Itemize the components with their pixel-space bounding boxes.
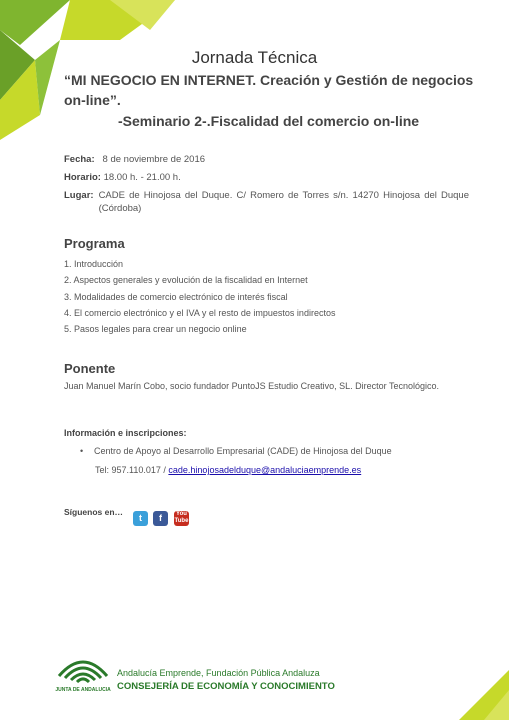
siguenos-label: Síguenos en… xyxy=(64,507,124,517)
horario-row xyxy=(64,171,181,184)
lugar-value: CADE de Hinojosa del Duque. C/ Romero de Torres s/n. 14270 Hinojosa del Duque (Córdoba) xyxy=(98,190,469,214)
seminar-title: -Seminario 2-.Fiscalidad del comercio on-line xyxy=(118,113,420,129)
email-link[interactable]: cade.hinojosadelduque@andaluciaemprende.es xyxy=(168,465,362,475)
fecha-row xyxy=(64,153,205,166)
footer-organization: Andalucía Emprende, Fundación Pública Andaluza xyxy=(117,668,320,678)
list-item: 5. Pasos legales para crear un negocio online xyxy=(64,324,247,335)
horario-value: 18.00 h. - 21.00 h. xyxy=(103,172,181,183)
bullet-icon: • xyxy=(80,446,84,456)
svg-text:JUNTA DE ANDALUCIA: JUNTA DE ANDALUCIA xyxy=(55,687,111,693)
horario-label: Horario: xyxy=(64,172,101,183)
inscripciones-bullet xyxy=(80,446,392,456)
lugar-label: Lugar: xyxy=(64,190,94,201)
ponente-heading: Ponente xyxy=(64,361,116,376)
footer-consejeria: CONSEJERÍA DE ECONOMÍA Y CONOCIMIENTO xyxy=(117,681,335,692)
fecha-value: 8 de noviembre de 2016 xyxy=(102,154,206,165)
cade-name: Centro de Apoyo al Desarrollo Empresarial (CADE) de Hinojosa del Duque xyxy=(94,446,392,456)
list-item: 4. El comercio electrónico y el IVA y el resto de impuestos indirectos xyxy=(64,307,336,318)
inscripciones-heading: Información e inscripciones: xyxy=(64,428,187,438)
document-title: Jornada Técnica xyxy=(191,48,318,67)
list-item: 1. Introducción xyxy=(64,259,124,269)
programa-heading: Programa xyxy=(64,236,125,251)
corner-decoration-bottom-right xyxy=(449,660,509,720)
facebook-icon[interactable]: f xyxy=(153,511,168,526)
document-subtitle: “MI NEGOCIO EN INTERNET. Creación y Gestión de negocios on-line”. xyxy=(64,72,474,108)
programa-list xyxy=(64,256,335,337)
junta-andalucia-logo xyxy=(55,654,111,694)
telephone: Tel: 957.110.017 / xyxy=(95,465,166,475)
fecha-label: Fecha: xyxy=(64,154,95,165)
youtube-icon[interactable]: You Tube xyxy=(174,511,189,524)
ponente-text: Juan Manuel Marín Cobo, socio fundador PuntoJS Estudio Creativo, SL. Director Tecnológico. xyxy=(64,381,440,391)
list-item: 3. Modalidades de comercio electrónico de interés fiscal xyxy=(64,291,288,302)
lugar-row xyxy=(64,189,469,215)
contact-line xyxy=(95,465,361,475)
list-item: 2. Aspectos generales y evolución de la fiscalidad en Internet xyxy=(64,275,308,286)
twitter-icon[interactable]: t xyxy=(133,511,148,526)
